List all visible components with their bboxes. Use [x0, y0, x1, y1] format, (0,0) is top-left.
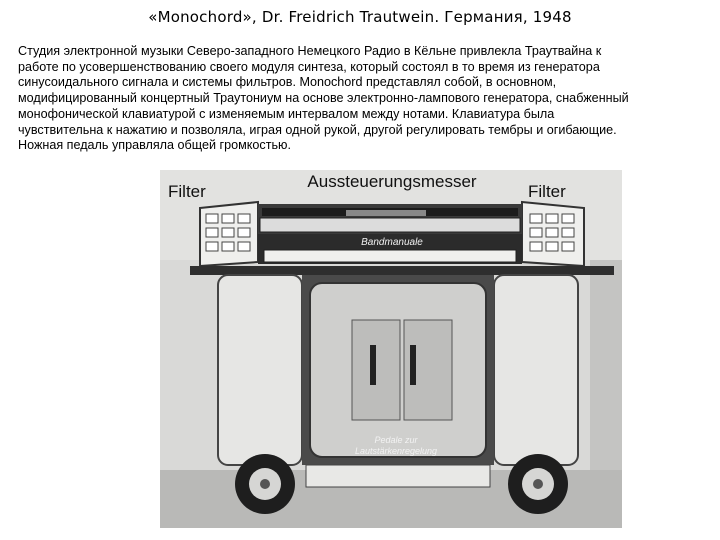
wheel-right [508, 454, 568, 514]
wheel-left [235, 454, 295, 514]
label-pedal-2: Lautstärkenregelung [354, 446, 438, 456]
paragraph-line: монофонической клавиатурой с изменяемым интервалом между нотами. Клавиатура была [18, 106, 555, 121]
paragraph-line: чувствительна к нажатию и позволяла, играя одной рукой, другой регулировать тембры и огибающие. [18, 122, 617, 137]
monochord-photo [160, 170, 622, 528]
label-keyboard: Bandmanuale [361, 237, 423, 248]
description-paragraph [18, 44, 704, 154]
caption-filter-left: Filter [168, 182, 206, 201]
paragraph-line: модифицированный концертный Траутониум на основе электронно-лампового генератора, снабженный [18, 91, 629, 106]
paragraph-line: Ножная педаль управляла общей громкостью. [18, 138, 291, 153]
filter-panel-right [522, 202, 584, 266]
monochord-illustration [160, 170, 622, 528]
filter-panel-left [200, 202, 258, 266]
caption-meter: Aussteuerungsmesser [307, 172, 477, 191]
label-pedal-1: Pedale zur [374, 435, 418, 445]
paragraph-line: синусоидального сигнала и системы фильтров. Monochord представлял собой, в основном, [18, 75, 557, 90]
paragraph-line: Студия электронной музыки Северо-западного Немецкого Радио в Кёльне привлекла Траутвайна к [18, 44, 602, 58]
paragraph-line: работе по усовершенствованию своего модуля синтеза, который состоял в то время из генератора [18, 59, 600, 74]
keyboard-console [258, 204, 522, 264]
page-title: «Monochord», Dr. Freidrich Trautwein. Германия, 1948 [148, 8, 572, 26]
caption-filter-right: Filter [528, 182, 566, 201]
table-top [190, 266, 614, 275]
